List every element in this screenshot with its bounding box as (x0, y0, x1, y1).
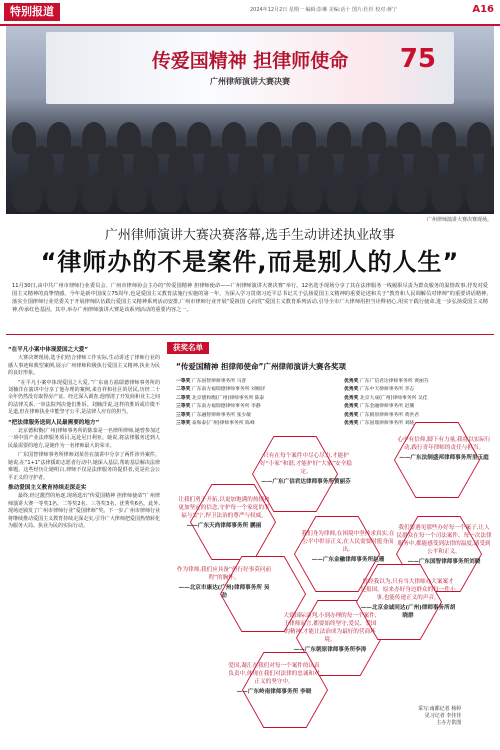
award-rank: 三等奖 (176, 412, 191, 418)
quote-text: 心中有信仰,脚下有力量,我将以实际行动,践行青年律师的责任与担当。 (397, 437, 491, 451)
stage-subtitle: 广州律师演讲大赛决赛 (210, 77, 290, 86)
quote-text: 我们身为律师,在困境中坚持求真实,在公平中彰显正义,在人民需要时挺身而出。 (301, 531, 395, 553)
award-rank: 三等奖 (176, 404, 191, 410)
audience-member (152, 174, 182, 212)
awards-title: “传爱国精神 担律师使命”广州律师演讲大赛各奖项 (176, 362, 346, 371)
paragraph: 最终,经过激烈的角逐,现场选出“传爱国精神 担律师使命”广州律师演讲大赛一等奖1名、二等奖2名、三等奖3名、优秀奖6名。此外,现场还颁发了广州市律师行业“爱国律师”奖。下一步,广州市律师行业将继续推动爱国主义教育持续走深走实,引导广大律师把爱国热情转化为服务大局、执业为民的实际行动。 (8, 493, 160, 529)
award-rank: 优秀奖 (344, 412, 359, 418)
award-entry (344, 395, 428, 403)
quote-attribution: ——广东岭南律师事务所 李晓 (236, 689, 312, 695)
award-winner: 广东金融律师事务所 赵珊 (358, 404, 415, 410)
audience-member (397, 174, 427, 212)
subhead-2: “把法律服务送到人民最需要的地方” (8, 419, 100, 426)
award-winner: 广东融智律师事务所 张少敏 (190, 412, 252, 418)
headline: “律师办的不是案件,而是别人的人生” (40, 248, 460, 276)
award-entry (176, 378, 246, 386)
credit-line: 主办方供图 (436, 720, 462, 726)
audience-member (327, 174, 357, 212)
audience-member (292, 174, 322, 212)
quote-text: 作为律师,我们应具备“但行好事莫问前程”的胸怀。 (176, 567, 272, 581)
audience-member (187, 174, 217, 212)
audience-member (117, 174, 147, 212)
paragraph: 大赛决赛现场,选手们结合律师工作实际,生动讲述了律师行业的感人事迹和典型案例,展示广州律师积极执行爱国主义精神,执业为民的良好形象。 (8, 355, 160, 377)
subhead-1: “在平凡小案中体现爱国之大爱” (8, 347, 89, 353)
audience-member (12, 174, 42, 212)
page-header (0, 0, 500, 26)
audience-member (257, 174, 287, 212)
award-entry (176, 420, 255, 428)
quote-card (396, 524, 492, 566)
quote-attribution: ——广东朝原律师事务所李涛 (293, 647, 367, 653)
award-rank: 优秀奖 (344, 387, 359, 393)
award-entry (344, 403, 414, 411)
quote-attribution: ——北京市康达(广州)律师事务所 吴劲 (178, 585, 270, 599)
quote-text: 让我们勇于开拓,以更加饱满的热情和更加坚定的信念,守护每一个家庭的幸福与安宁,捍卫法治的尊严与权威。 (178, 497, 270, 519)
lead-paragraph: 11月30日,由中共广州市律师行业委员会、广州市律师协会主办的“传爱国精神 担律师使命——广州律师演讲大赛决赛”举行。12名选手现场分享了其在法律服务一线履职尽责为群众服务的温情故事,抒发对爱国主义精神的真挚情感。今年是新中国成立75周年,也是爱国主义教育法施行实施的第一年。为深入学习贯彻习近平总书记关于弘扬爱国主义精神的重要论述和关于“教育和人民调解员对律师”的重要讲话精神,落实全国律师行业党委关于开展律师队伍践行爱国主义精神系列活动安排,广州市律师行业开展“爱祖国 心向党”爱国主义教育系列活动,引导全市广大律师用担当诠释初心,用实干践行使命,进一步弘扬爱国主义精神,传承红色基因。其中,举办广州律师演讲大赛是该系列活动的重要内容之一。 (12, 283, 488, 313)
section-tag: 特别报道 (4, 3, 60, 21)
quote-card (176, 496, 272, 530)
award-entry (176, 403, 261, 411)
award-entry (344, 420, 414, 428)
subhead-3: 推动爱国主义教育持续走深走实 (8, 484, 87, 491)
quote-card (360, 578, 456, 620)
award-winner: 广东中天律师事务所 李志 (358, 387, 415, 393)
award-entry (176, 395, 264, 403)
award-rank: 二等奖 (176, 387, 191, 393)
audience-member (47, 174, 77, 212)
award-winner: 广东国智律师事务所 马普 (190, 379, 247, 384)
audience-member (362, 174, 392, 212)
quote-attribution: ——广东广信君达律师事务所黄丽芬 (261, 479, 351, 485)
award-winner: 广东国鼎律师事务所 刘晓 (358, 421, 415, 426)
award-rank: 优秀奖 (344, 421, 359, 426)
quote-text: 爱国,凝汇在我们对每一个案件的认真负责中,体现在我们对法律的忠诚和对正义的坚守中。 (228, 663, 320, 685)
award-winner: 广东广信君达律师事务所 黄丽芬 (358, 379, 429, 384)
award-entry (344, 386, 414, 394)
audience-member (467, 174, 494, 212)
awards-tag: 获奖名单 (167, 342, 209, 354)
credit-line: 采写:南都记者 杨婷 (418, 706, 462, 712)
award-rank: 优秀奖 (344, 404, 359, 410)
audience-member (82, 174, 112, 212)
award-rank: 一等奖 (176, 379, 191, 384)
headline-subtitle: 广州律师演讲大赛决赛落幕,选手生动讲述执业故事 (104, 228, 396, 243)
event-photo (6, 26, 494, 214)
award-entry (344, 412, 419, 420)
quote-card (300, 530, 396, 564)
article-column (8, 344, 160, 532)
photo-caption: 广州律师演讲大赛决赛现场。 (426, 217, 492, 223)
quote-attribution: ——北京金诚同达(广州)律师事务所胡晓群 (360, 605, 456, 619)
award-rank: 三等奖 (176, 421, 191, 426)
header-meta: 2024年12月2日 星期一 编辑:彭琳 美编:话十 图片:杜杉 校对:蒋宁 (250, 7, 397, 13)
page-number: A16 (472, 4, 494, 15)
award-winner: 广东朝原律师事务所 黄洪君 (358, 412, 420, 418)
award-winner: 北京德和衡(广州)律师事务所 陈泰 (190, 395, 265, 401)
award-winner: 泰和泰(广州)律师事务所 陈峰 (190, 421, 255, 426)
paragraph: 北京德和衡(广州)律师事务所的陈泰是一名律所律师,她曾参加过一项中国产业法律服务项目,远赴尼日利亚。她说,将法律服务送到人民最需要的地方,是她作为一名律师最大的荣幸。 (8, 428, 160, 449)
quote-text: 只有在每个案件中尽心尽力,才能护好“小家”和谐,才能护好“大家”安全稳定。 (260, 453, 352, 475)
award-entry (176, 412, 251, 420)
quote-card (396, 436, 492, 462)
audience-member (222, 174, 252, 212)
quote-text: 曾经我以为,只有当大律师办大案案才是报国。原来办好身边群众的每一件小事,也能传递正义的声音。 (360, 579, 456, 601)
audience-member (432, 174, 462, 212)
award-entry (176, 386, 265, 394)
credit-line: 见习记者 李佳佳 (424, 713, 462, 719)
award-rank: 优秀奖 (344, 395, 359, 401)
quote-card (176, 566, 272, 600)
quote-attribution: ——广东国智律师事务所刘晓 (407, 559, 481, 565)
paragraph: “在平凡小案中体现爱国之大爱。”广东南方福瑞德律师事务所的刘楠洋在演讲中分享了他办理的案例,来自祥和社区的居民,历经二十余年仍然没有取得房产证。经过深入调查,他理清了开发商和业主之间的法律关系,一审法院判决他们胜诉。刘楠洋说,这样的胜诉或许微不足道,但在律师执业中能坚守公平,是法律人应有的担当。 (8, 379, 160, 416)
divider (6, 334, 494, 335)
anniversary-mark: 75 (399, 44, 436, 74)
award-rank: 优秀奖 (344, 379, 359, 384)
award-winner: 北京大成(广州)律师事务所 吴佳 (358, 395, 428, 401)
award-entry (344, 378, 429, 386)
quote-attribution: ——广东法制盛邦律师事务所里玉庭 (399, 455, 489, 461)
stage-title: 传爱国精神 担律师使命 (151, 50, 349, 72)
quote-card (258, 452, 354, 486)
quote-attribution: ——广东天尚律师事务所 鹏丽 (186, 523, 262, 529)
award-winner: 广东南方福瑞德律师事务所 刘楠洋 (190, 387, 266, 393)
quote-text: 大到国际谈判,小到办理的每一个案件,于律师而言,都要始终坚守,爱民、爱国的精神,才能让法治成为最好的营商环境。 (283, 613, 377, 643)
award-winner: 广东南方福瑞德律师事务所 李静 (190, 404, 261, 410)
quote-text: 我们要遇见那些办好每一个案子,让人民群众在每一个司法案件、每一次法律服务中,都能感受到法律的温度,感受到公平和正义。 (396, 525, 492, 555)
quote-card (226, 662, 322, 696)
quote-attribution: ——广东金融律师事务所赵珊 (311, 557, 385, 563)
award-rank: 二等奖 (176, 395, 191, 401)
credits (418, 706, 461, 727)
stage-backdrop (46, 32, 454, 104)
paragraph: 广东国智律师事务所律师刘某佳在演讲中分享了两件涉外案件。她说,在“1+1”法律援助志愿者行动中,她深入基层,帮助基层解决法律难题。这些经历让她明白,律师不仅是法律服务的提供者,更是社会公平正义的守护者。 (8, 452, 160, 481)
